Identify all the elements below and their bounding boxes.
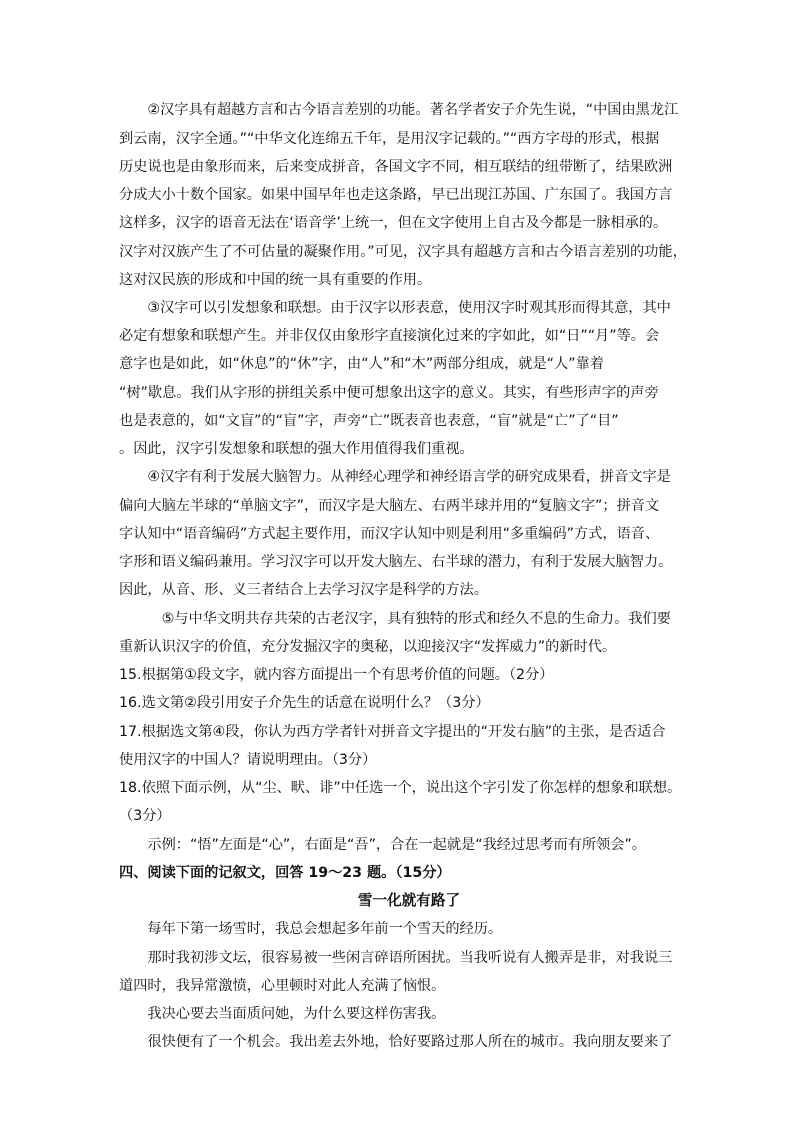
question-16: 16.选文第②段引用安子介先生的话意在说明什么？（3分） <box>119 695 490 711</box>
para-5-line-1: ⑤与中华文明共存共荣的古老汉字，具有独特的形式和经久不息的生命力。我们要 <box>119 611 671 627</box>
para-4-line-1: ④汉字有利于发展大脑智力。从神经心理学和神经语言学的研究成果看，拼音文字是 <box>119 469 671 485</box>
para-2-line-1: ②汉字具有超越方言和古今语言差别的功能。著名学者安子介先生说，“中国由黑龙江 <box>119 102 679 118</box>
para-3-line-5: 也是表意的，如“文盲”的“盲”字，声旁“亡”既表音也表意，“盲”就是“亡”了“目” <box>119 413 619 429</box>
para-2-line-6: 汉字对汉族产生了不可估量的凝聚作用。”可见，汉字具有超越方言和古今语言差别的功能， <box>119 244 687 260</box>
para-2-line-3: 历史说也是由象形而来，后来变成拼音，各国文字不同，相互联结的纽带断了，结果欧洲 <box>119 159 673 175</box>
para-4-line-4: 字形和语义编码兼用。学习汉字可以开发大脑左、右半球的潜力，有利于发展大脑智力。 <box>119 554 673 570</box>
question-18-line-2: （3分） <box>119 808 171 824</box>
story-para-2-line-2: 道四时，我异常激愤，心里顿时对此人充满了恼恨。 <box>119 978 446 994</box>
para-4-line-3: 字认知中“语音编码”方式起主要作用，而汉字认知中则是利用“多重编码”方式，语音、 <box>119 526 660 542</box>
para-4-line-2: 偏向大脑左半球的“单脑文字”，而汉字是大脑左、右两半球并用的“复脑文字”；拼音文 <box>119 498 660 514</box>
question-15: 15.根据第①段文字，就内容方面提出一个有思考价值的问题。（2分） <box>119 667 554 683</box>
para-3-line-3: 意字也是如此，如“休息”的“休”字，由“人”和“木”两部分组成，就是“人”靠着 <box>119 356 604 372</box>
question-18-example: 示例：“悟”左面是“心”，右面是“吾”，合在一起就是“我经过思考而有所领会”。 <box>119 837 646 853</box>
para-4-line-5: 因此，从音、形、义三者结合上去学习汉字是科学的方法。 <box>119 582 488 598</box>
para-3-line-6: 。因此，汉字引发想象和联想的强大作用值得我们重视。 <box>119 441 474 457</box>
story-title: 雪一化就有路了 <box>357 892 461 909</box>
question-18-line-1: 18.依照下面示例，从“尘、畎、诽”中任选一个，说出这个字引发了你怎样的想象和联想。 <box>119 780 682 796</box>
para-5-line-2: 重新认识汉字的价值，充分发掘汉字的奥秘，以迎接汉字“发挥威力”的新时代。 <box>119 639 617 655</box>
story-para-3: 我决心要去当面质问她，为什么要这样伤害我。 <box>119 1006 446 1022</box>
story-para-1: 每年下第一场雪时，我总会想起多年前一个雪天的经历。 <box>119 921 503 937</box>
story-para-2-line-1: 那时我初涉文坛，很容易被一些闲言碎语所困扰。当我听说有人搬弄是非，对我说三 <box>119 950 673 966</box>
story-para-4-line-1: 很快便有了一个机会。我出差去外地，恰好要路过那人所在的城市。我向朋友要来了 <box>119 1034 673 1050</box>
para-3-line-4: “树”歇息。我们从字形的拼组关系中便可想象出这字的意义。其实，有些形声字的声旁 <box>119 385 659 401</box>
para-3-line-1: ③汉字可以引发想象和联想。由于汉字以形表意，使用汉字时观其形而得其意，其中 <box>119 300 671 316</box>
para-3-line-2: 必定有想象和联想产生。并非仅仅由象形字直接演化过来的字如此，如“日”“月”等。会 <box>119 328 660 344</box>
question-17-line-1: 17.根据选文第④段，你认为西方学者针对拼音文字提出的“开发右脑”的主张，是否适合 <box>119 724 666 740</box>
para-2-line-7: 这对汉民族的形成和中国的统一具有重要的作用。 <box>119 272 432 288</box>
para-2-line-5: 这样多，汉字的语音无法在‘语音学’上统一，但在文字使用上自古及今都是一脉相承的。 <box>119 215 668 231</box>
question-17-line-2: 使用汉字的中国人？请说明理由。（3分） <box>119 752 377 768</box>
section-4-heading: 四、阅读下面的记叙文，回答 19～23 题。（15分） <box>119 865 451 881</box>
para-2-line-2: 到云南，汉字全通。”“中华文化连绵五千年，是用汉字记载的。”“西方字母的形式，根据 <box>119 131 660 147</box>
para-2-line-4: 分成大小十数个国家。如果中国早年也走这条路，早已出现江苏国、广东国了。我国方言 <box>119 187 673 203</box>
